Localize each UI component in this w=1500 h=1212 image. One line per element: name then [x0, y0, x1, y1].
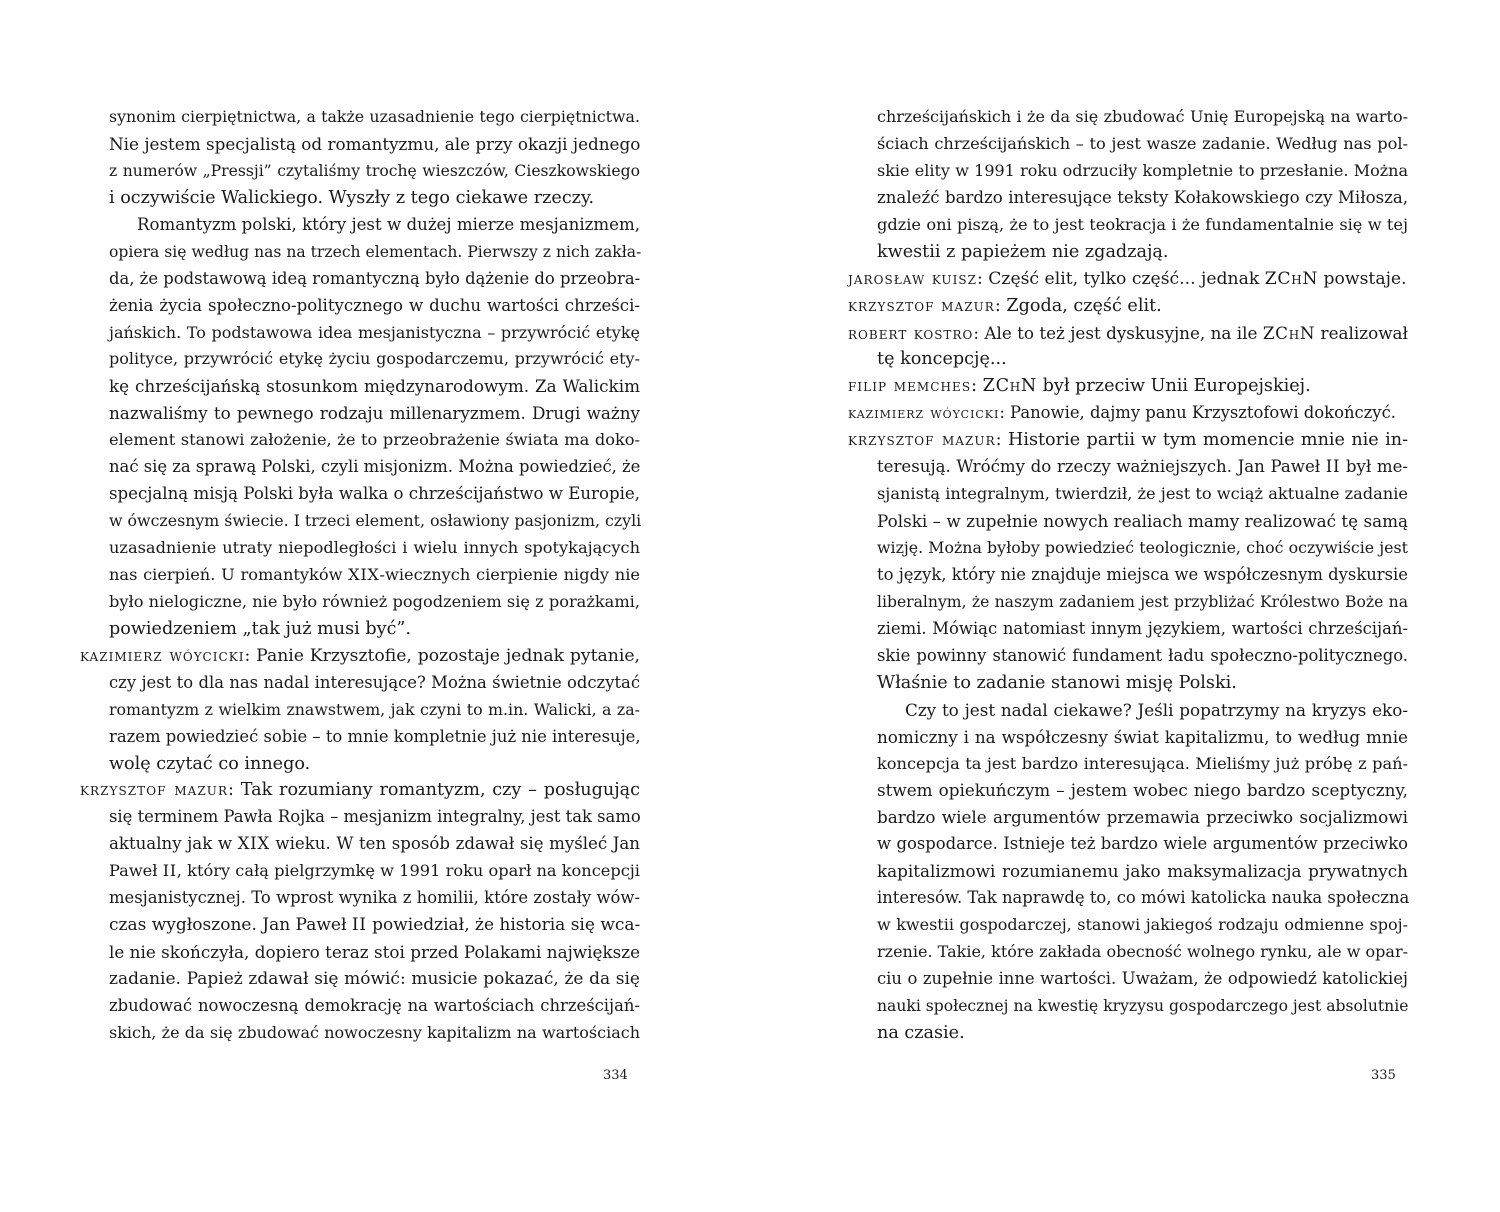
line-text: skich, że da się zbudować nowoczesny kapitalizm na wartościach — [109, 1022, 640, 1042]
text-line — [80, 212, 640, 239]
line-text: kę chrześcijańską stosunkom międzynarodowym. Za Walickim — [109, 376, 640, 397]
line-text: nauki społecznej na kwestię kryzysu gospodarczego jest absolutnie — [877, 996, 1409, 1015]
text-line — [80, 239, 640, 266]
line-text: synonim cierpiętnictwa, a także uzasadnienie tego cierpiętnictwa. — [109, 107, 640, 126]
small-caps-term: XIX — [237, 834, 270, 854]
line-text: wieku. W ten sposób zdawał się myśleć Jan — [269, 834, 640, 854]
text-line — [80, 481, 640, 508]
speaker-name: jarosław kuisz — [848, 268, 977, 289]
speaker-name: filip memches — [848, 376, 972, 397]
line-text: : — [971, 376, 983, 397]
text-line — [848, 589, 1408, 616]
line-text: rzenie. Takie, które zakłada obecność wolnego rynku, ale w opar- — [877, 942, 1408, 962]
line-text: nomiczny i na współczesny świat kapitalizmu, to według mnie — [877, 726, 1408, 747]
line-text: i oczywiście Walickiego. Wyszły z tego ciekawe rzeczy. — [109, 187, 595, 208]
line-text: był przeciw Unii Europejskiej. — [1037, 376, 1311, 397]
speaker-line — [848, 293, 1408, 320]
text-line — [80, 266, 640, 293]
text-line — [848, 885, 1408, 912]
line-text: w kwestii gospodarczej, stanowi jakiegoś rodzaju odmienne spoj- — [877, 915, 1408, 935]
speaker-line — [848, 320, 1408, 347]
speaker-line — [848, 400, 1408, 427]
line-text: nazwaliśmy to pewnego rodzaju millenaryzmem. Drugi ważny — [109, 403, 640, 424]
line-text: Właśnie to zadanie stanowi misję Polski. — [877, 672, 1237, 693]
line-text: Nie jestem specjalistą od romantyzmu, ale przy okazji jednego — [109, 133, 641, 154]
text-line — [848, 697, 1408, 724]
line-text: był me- — [1340, 457, 1409, 477]
text-line — [848, 751, 1408, 778]
line-text: : Część elit, tylko część... jednak — [976, 268, 1265, 289]
text-line — [80, 751, 640, 778]
text-line — [80, 508, 640, 535]
line-text: le nie skończyła, dopiero teraz stoi przed Polakami największe — [109, 942, 640, 963]
line-text: realizował — [1315, 322, 1408, 343]
line-text: stwem opiekuńczym – jestem wobec niego bardzo sceptyczny, — [877, 780, 1408, 801]
text-line — [80, 804, 640, 831]
speaker-line — [80, 643, 640, 670]
speaker-line — [80, 777, 640, 804]
line-text: : Panowie, dajmy panu Krzysztofowi dokończyć. — [999, 403, 1396, 423]
line-text: jańskich. To podstawowa idea mesjanistyczna – przywrócić etykę — [109, 322, 640, 342]
line-text: -wiecznych cierpienie nigdy nie — [379, 564, 640, 584]
line-text: : Ale to też jest dyskusyjne, na ile — [973, 322, 1263, 343]
speaker-line — [848, 373, 1408, 400]
text-line — [80, 697, 640, 724]
text-line — [80, 966, 640, 993]
line-text: skie elity w 1991 roku odrzuciły kompletnie to przesłanie. Można — [877, 160, 1408, 180]
text-line — [848, 966, 1408, 993]
small-caps-term: ZChN — [982, 376, 1038, 397]
text-line — [80, 185, 640, 212]
line-text: znaleźć bardzo interesujące teksty Kołakowskiego czy Miłosza, — [877, 187, 1408, 207]
line-text: ziemi. Mówiąc natomiast innym językiem, wartości chrześcijań- — [877, 618, 1408, 638]
text-line — [80, 993, 640, 1020]
text-line — [80, 562, 640, 589]
line-text: w gospodarce. Istnieje też bardzo wiele argumentów przeciwko — [877, 834, 1408, 854]
text-line — [848, 131, 1408, 158]
text-line — [848, 993, 1408, 1020]
text-line — [80, 131, 640, 158]
line-text: interesów. Tak naprawdę to, co mówi katolicka nauka społeczna — [877, 888, 1410, 908]
text-line — [80, 939, 640, 966]
text-line — [848, 481, 1408, 508]
text-line — [848, 912, 1408, 939]
text-line — [848, 535, 1408, 562]
text-line — [80, 589, 640, 616]
line-text: Czy to jest nadal ciekawe? Jeśli popatrzymy na kryzys eko- — [905, 699, 1408, 720]
line-text: czas wygłoszone. Jan Paweł — [109, 915, 352, 936]
small-caps-term: II — [1325, 457, 1341, 477]
text-line — [80, 373, 640, 400]
small-caps-term: ZChN — [1262, 322, 1316, 343]
text-line — [848, 831, 1408, 858]
line-text: skie powinny stanowić fundament ładu społeczno-politycznego. — [877, 645, 1408, 665]
line-text: specjalną misją Polski była walka o chrześcijaństwo w Europie, — [109, 484, 640, 504]
line-text: ściach chrześcijańskich – to jest wasze zadanie. Według nas pol- — [877, 133, 1408, 153]
speaker-name: kazimierz wóycicki — [80, 645, 245, 666]
small-caps-term: ZChN — [1264, 268, 1319, 289]
line-text: : Historie partii w tym momencie mnie nie in- — [995, 430, 1409, 451]
text-line — [80, 831, 640, 858]
small-caps-term: XIX — [348, 564, 380, 584]
line-text: razem powiedzieć sobie – to mnie kompletnie już nie interesuje, — [109, 726, 641, 746]
speaker-name: robert kostro — [848, 322, 974, 343]
text-line — [80, 1020, 640, 1047]
text-line — [848, 104, 1408, 131]
line-text: opiera się według nas na trzech elementach. Pierwszy z nich zakła- — [109, 242, 642, 261]
line-text: da, że podstawową ideą romantyczną było dążenie do przeobra- — [109, 268, 641, 288]
line-text: Polski – w zupełnie nowych realiach mamy realizować tę samą — [877, 511, 1408, 532]
text-line — [80, 293, 640, 320]
line-text: aktualny jak w — [109, 834, 238, 854]
text-line — [80, 104, 640, 131]
text-line — [80, 400, 640, 427]
line-text: kapitalizmowi rozumianemu jako maksymalizacja prywatnych — [877, 861, 1408, 882]
text-line — [848, 185, 1408, 212]
left-page-number: 334 — [603, 1068, 628, 1083]
line-text: było nielogiczne, nie było również pogodzeniem się z porażkami, — [109, 591, 640, 611]
line-text: : Zgoda, część elit. — [994, 295, 1162, 316]
line-text: tę koncepcję... — [877, 349, 1007, 370]
right-page-text — [848, 104, 1408, 1047]
text-line — [848, 858, 1408, 885]
small-caps-term: II — [351, 915, 367, 936]
line-text: na czasie. — [877, 1022, 965, 1043]
speaker-line — [848, 427, 1408, 454]
line-text: sjanistą integralnym, twierdził, że jest to wciąż aktualne zadanie — [877, 484, 1408, 504]
text-line — [80, 535, 640, 562]
line-text: mesjanistycznej. To wprost wynika z homilii, które zostały wów- — [109, 888, 640, 908]
text-line — [80, 320, 640, 347]
text-line — [848, 643, 1408, 670]
text-line — [80, 454, 640, 481]
line-text: teresują. Wróćmy do rzeczy ważniejszych. Jan Paweł — [877, 457, 1326, 477]
line-text: się terminem Pawła Rojka – mesjanizm integralny, jest tak samo — [109, 807, 641, 827]
text-line — [848, 454, 1408, 481]
line-text: żenia życia społeczno-politycznego w duchu wartości chrześci- — [109, 295, 640, 315]
line-text: w ówczesnym świecie. I trzeci element, osławiony pasjonizm, czyli — [109, 511, 642, 531]
speaker-name: kazimierz wóycicki — [848, 403, 1000, 423]
text-line — [80, 616, 640, 643]
text-line — [848, 939, 1408, 966]
line-text: to język, który nie znajduje miejsca we współczesnym dyskursie — [877, 564, 1408, 584]
text-line — [80, 912, 640, 939]
line-text: czy jest to dla nas nadal interesujące? Można świetnie odczytać — [109, 672, 640, 692]
text-line — [848, 804, 1408, 831]
speaker-name: krzysztof mazur — [848, 430, 996, 451]
text-line — [848, 508, 1408, 535]
text-line — [80, 885, 640, 912]
line-text: powstaje. — [1318, 268, 1407, 289]
text-line — [80, 346, 640, 373]
speaker-name: krzysztof mazur — [848, 295, 995, 316]
line-text: kwestii z papieżem nie zgadzają. — [877, 241, 1169, 262]
line-text: powiedział, że historia się wca- — [366, 915, 641, 936]
line-text: romantyzm z wielkim znawstwem, jak czyni to m.in. Walicki, a za- — [109, 699, 640, 719]
line-text: Paweł — [109, 861, 163, 881]
text-line — [80, 724, 640, 751]
text-line — [848, 562, 1408, 589]
line-text: : Tak rozumiany romantyzm, czy – posługując — [228, 780, 641, 801]
speaker-line — [848, 266, 1408, 293]
line-text: z numerów „Pressji” czytaliśmy trochę wieszczów, Cieszkowskiego — [109, 161, 640, 180]
text-line — [848, 158, 1408, 185]
text-line — [80, 670, 640, 697]
text-line — [80, 158, 640, 185]
line-text: wolę czytać co innego. — [109, 753, 311, 774]
text-line — [848, 212, 1408, 239]
text-line — [848, 346, 1408, 373]
line-text: nać się za sprawą Polski, czyli misjonizm. Można powiedzieć, że — [109, 457, 641, 477]
line-text: zadanie. Papież zdawał się mówić: musicie pokazać, że da się — [109, 969, 640, 989]
line-text: powiedzeniem „tak już musi być”. — [109, 618, 412, 639]
line-text: uzasadnienie utraty niepodległości i wielu innych spotykających — [109, 538, 640, 557]
line-text: element stanowi założenie, że to przeobrażenie świata ma doko- — [109, 430, 640, 450]
text-line — [80, 427, 640, 454]
line-text: : Panie Krzysztofie, pozostaje jednak pytanie, — [244, 645, 640, 666]
line-text: wizję. Można byłoby powiedzieć teologicznie, choć oczywiście jest — [877, 538, 1408, 557]
text-line — [848, 777, 1408, 804]
line-text: zbudować nowoczesną demokrację na wartościach chrześcijań- — [109, 995, 640, 1015]
right-page-number: 335 — [1371, 1068, 1396, 1083]
line-text: Romantyzm polski, który jest w dużej mierze mesjanizmem, — [137, 214, 640, 234]
text-line — [848, 616, 1408, 643]
line-text: liberalnym, że naszym zadaniem jest przybliżać Królestwo Boże na — [877, 592, 1408, 611]
text-line — [848, 670, 1408, 697]
text-line — [848, 724, 1408, 751]
line-text: gdzie oni piszą, że to jest teokracja i że fundamentalnie się w tej — [877, 214, 1408, 234]
line-text: bardzo wiele argumentów przemawia przeciwko socjalizmowi — [877, 807, 1408, 828]
text-line — [80, 858, 640, 885]
speaker-name: krzysztof mazur — [80, 780, 229, 801]
text-line — [848, 1020, 1408, 1047]
small-caps-term: II — [162, 861, 177, 881]
line-text: ciu o zupełnie inne wartości. Uważam, że odpowiedź katolickiej — [877, 969, 1408, 988]
line-text: nas cierpień. U romantyków — [109, 564, 349, 584]
left-page-text — [80, 104, 640, 1047]
line-text: chrześcijańskich i że da się zbudować Unię Europejską na warto- — [877, 107, 1408, 126]
line-text: polityce, przywrócić etykę życiu gospodarczemu, przywrócić ety- — [109, 349, 640, 369]
line-text: , który całą pielgrzymkę w 1991 roku oparł na koncepcji — [176, 861, 640, 881]
line-text: koncepcja ta jest bardzo interesująca. Mieliśmy już próbę z pań- — [877, 753, 1408, 773]
text-line — [848, 239, 1408, 266]
